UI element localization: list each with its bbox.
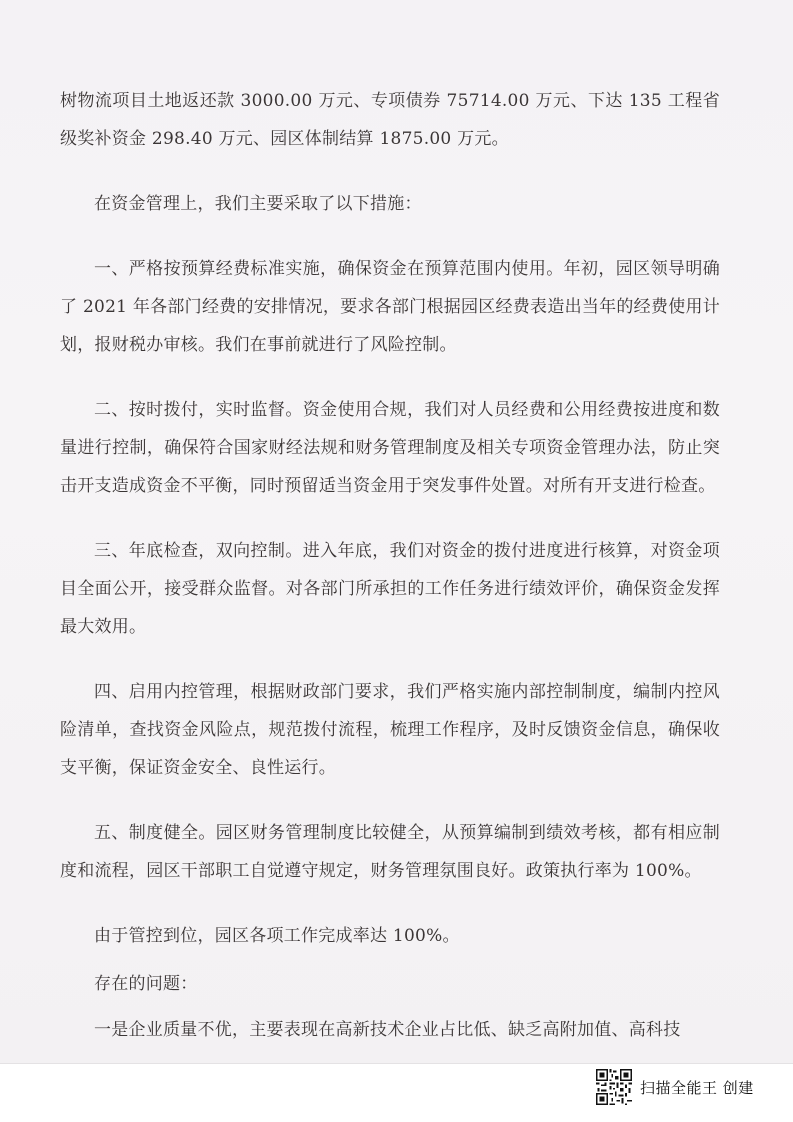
- paragraph-problems-heading: 存在的问题：: [94, 974, 198, 994]
- paragraph-problem-1: 一是企业质量不优，主要表现在高新技术企业占比低、缺乏高附加值、高科技: [94, 1020, 681, 1040]
- paragraph-measure-5: 五、制度健全。园区财务管理制度比较健全，从预算编制到绩效考核，都有相应制度和流程，园区干部职工自觉遵守规定，财务管理氛围良好。政策执行率为 100%。: [60, 823, 720, 881]
- paragraph-funds-summary: 树物流项目土地返还款 3000.00 万元、专项债券 75714.00 万元、下达 135 工程省级奖补资金 298.40 万元、园区体制结算 1875.00 万元。: [60, 91, 720, 149]
- paragraph-measure-3: 三、年底检查，双向控制。进入年底，我们对资金的拨付进度进行核算，对资金项目全面公开，接受群众监督。对各部门所承担的工作任务进行绩效评价，确保资金发挥最大效用。: [60, 541, 720, 637]
- paragraph-measures-intro: 在资金管理上，我们主要采取了以下措施：: [94, 194, 422, 214]
- document-body: [60, 82, 720, 1076]
- watermark-label: 扫描全能王 创建: [640, 1078, 754, 1097]
- paragraph-measure-1: 一、严格按预算经费标准实施，确保资金在预算范围内使用。年初，园区领导明确了 2021 年各部门经费的安排情况，要求各部门根据园区经费表造出当年的经费使用计划，报财税办审核。我们在事前就进行了风险控制。: [60, 259, 720, 355]
- qr-code-icon: [596, 1069, 632, 1105]
- paragraph-measure-2: 二、按时拨付，实时监督。资金使用合规，我们对人员经费和公用经费按进度和数量进行控制，确保符合国家财经法规和财务管理制度及相关专项资金管理办法，防止突击开支造成资金不平衡，同时预留适当资金用于突发事件处置。对所有开支进行检查。: [60, 400, 720, 496]
- paragraph-completion-rate: 由于管控到位，园区各项工作完成率达 100%。: [94, 926, 460, 946]
- paragraph-measure-4: 四、启用内控管理，根据财政部门要求，我们严格实施内部控制制度，编制内控风险清单，查找资金风险点，规范拨付流程，梳理工作程序，及时反馈资金信息，确保收支平衡，保证资金安全、良性运行。: [60, 682, 720, 778]
- scanner-watermark: [596, 1069, 754, 1105]
